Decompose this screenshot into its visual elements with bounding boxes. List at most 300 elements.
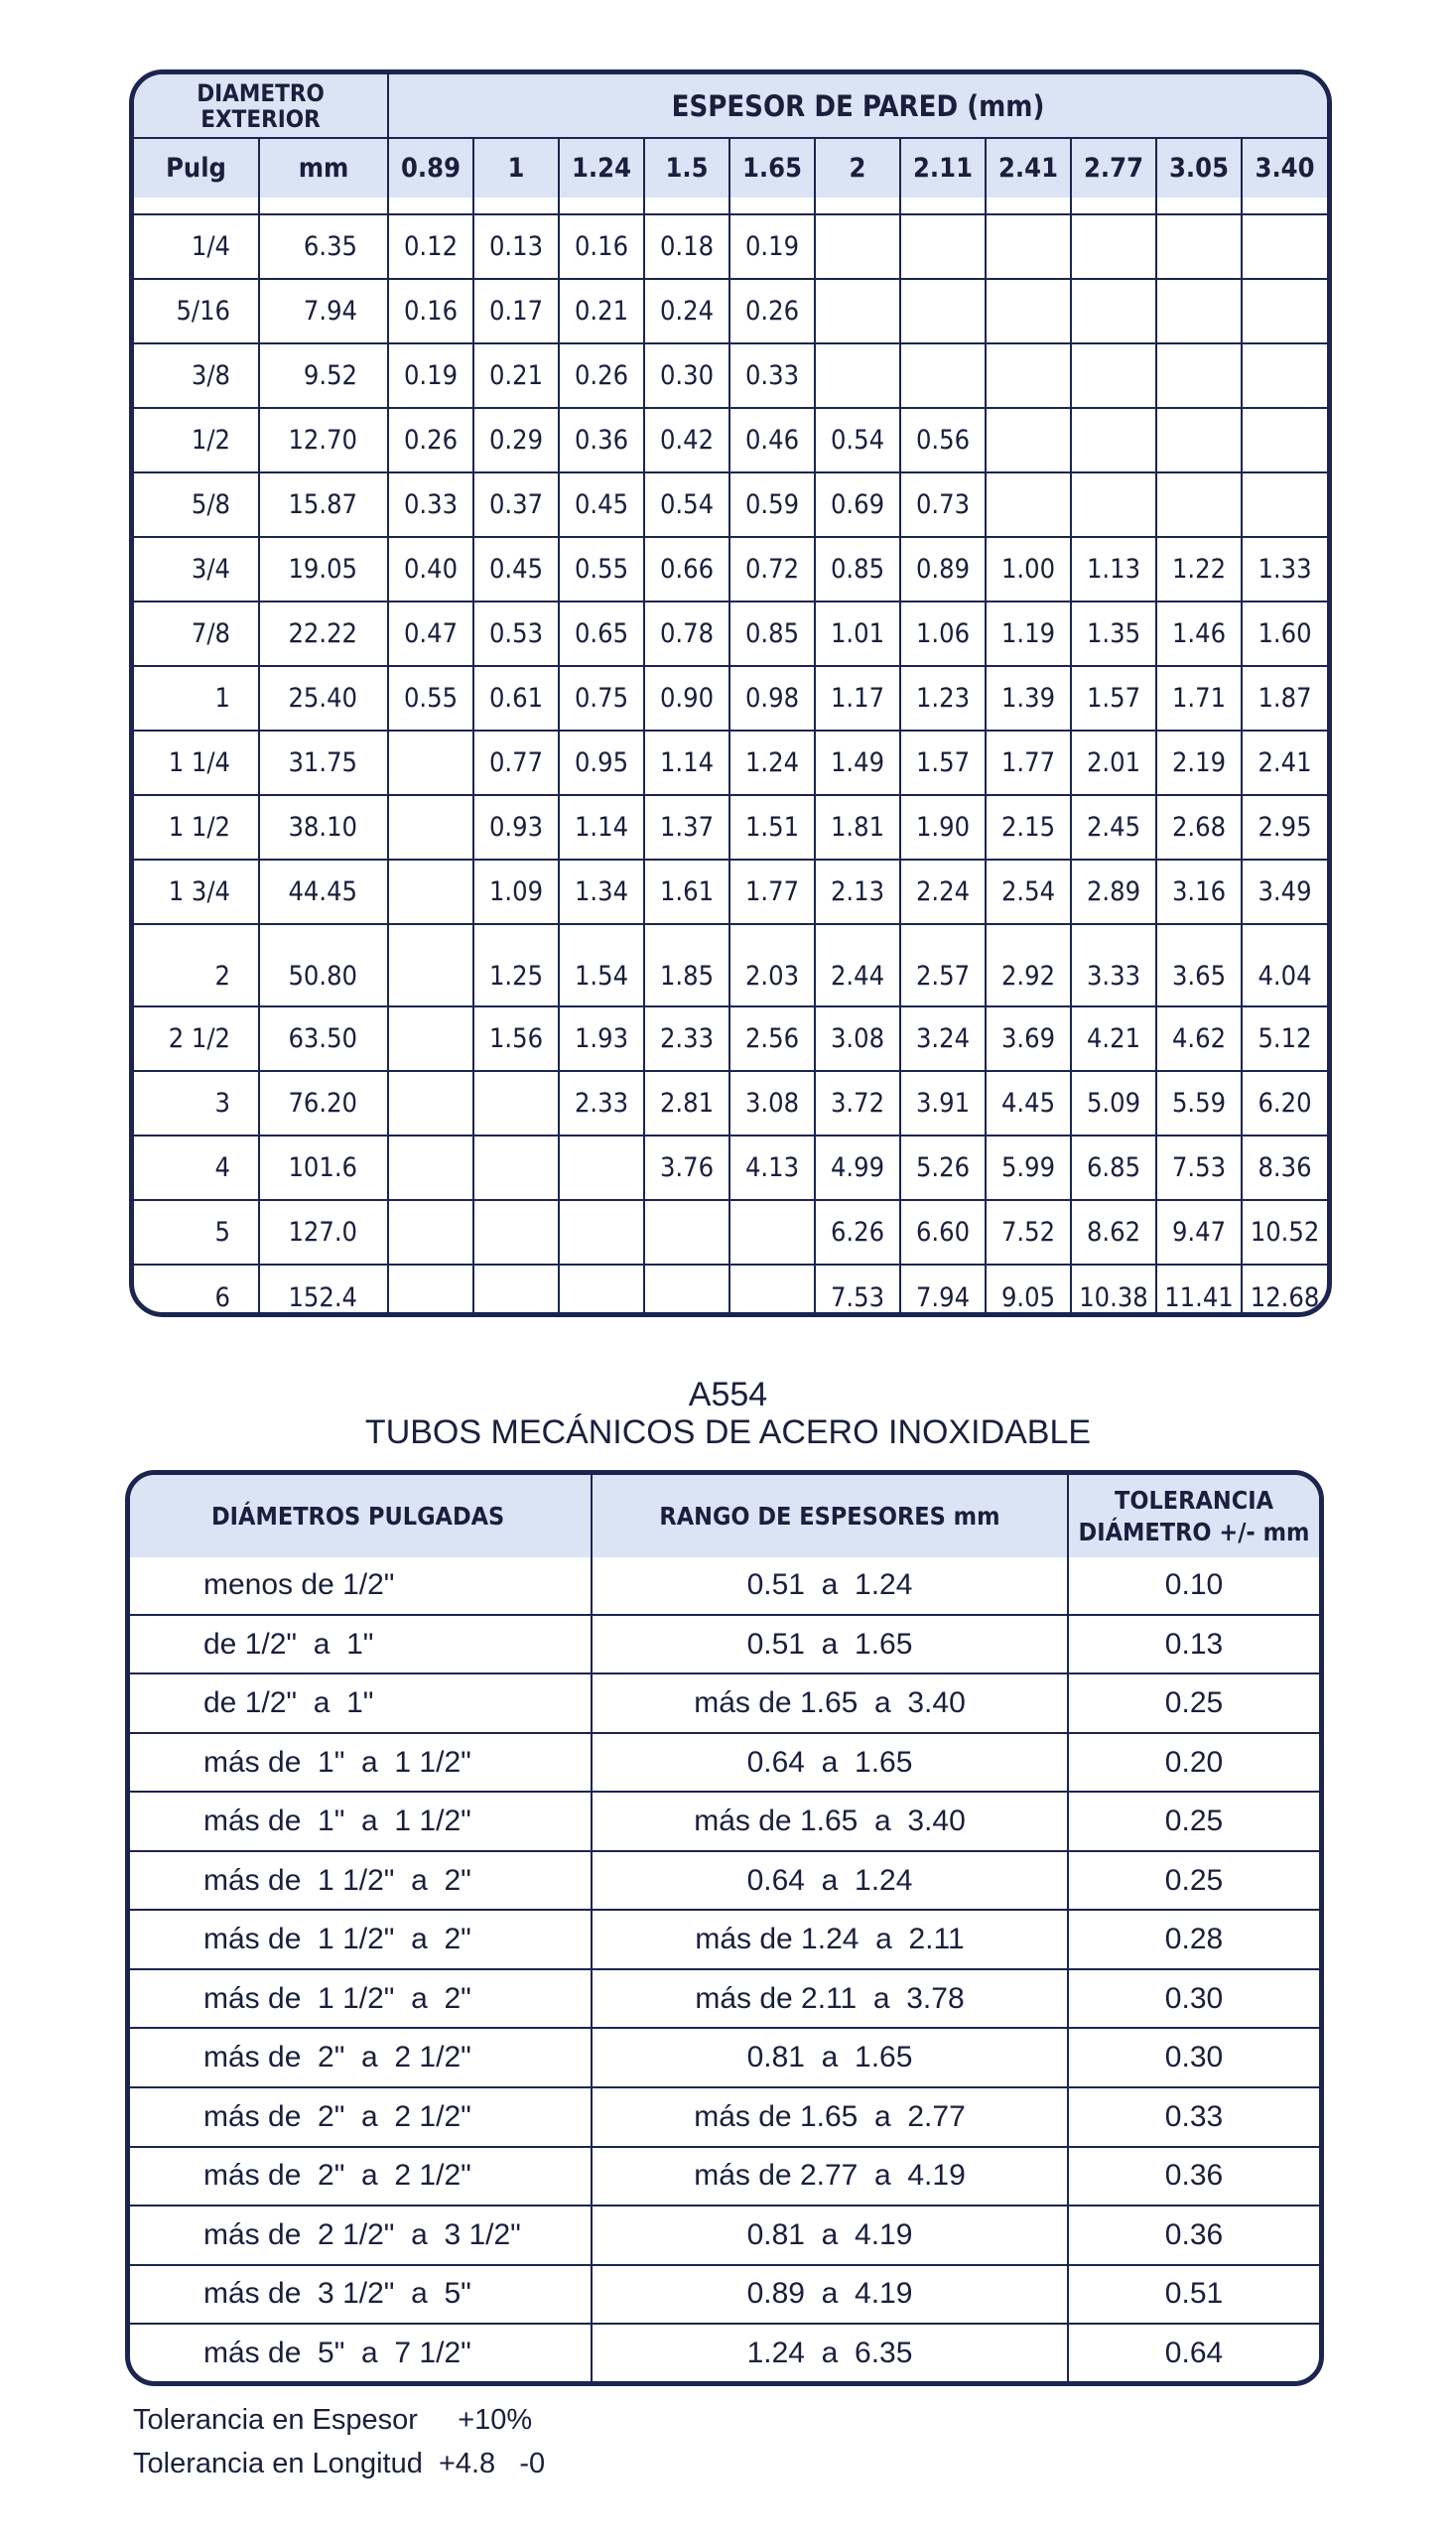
- cell-pulg: 3/4: [134, 537, 259, 602]
- cell-weight: 6.60: [900, 1200, 986, 1265]
- cell-weight: 0.21: [559, 279, 644, 343]
- cell-weight: [815, 279, 900, 343]
- cell-weight: 5.59: [1156, 1071, 1242, 1136]
- table-row: [134, 666, 1327, 731]
- cell-weight: 0.19: [388, 343, 473, 408]
- cell-rango: 1.24 a 6.35: [592, 2324, 1068, 2381]
- cell-weight: [1071, 472, 1156, 537]
- cell-weight: [559, 1265, 644, 1317]
- table-row: [130, 1851, 1319, 1911]
- cell-weight: 5.26: [900, 1136, 986, 1200]
- cell-weight: [986, 343, 1071, 408]
- table-row: [130, 1557, 1319, 1615]
- cell-weight: 1.13: [1071, 537, 1156, 602]
- cell-diametros: menos de 1/2": [130, 1557, 592, 1615]
- cell-mm: 44.45: [259, 860, 388, 924]
- cell-weight: 3.76: [644, 1136, 729, 1200]
- cell-weight: 6.26: [815, 1200, 900, 1265]
- cell-weight: 0.59: [729, 472, 815, 537]
- cell-weight: 4.21: [1071, 1006, 1156, 1071]
- cell-weight: 3.33: [1071, 924, 1156, 1006]
- cell-weight: [559, 1136, 644, 1200]
- cell-weight: 5.09: [1071, 1071, 1156, 1136]
- cell-weight: [815, 214, 900, 279]
- table-row: [134, 602, 1327, 666]
- cell-weight: 8.62: [1071, 1200, 1156, 1265]
- cell-mm: 76.20: [259, 1071, 388, 1136]
- weight-table: [134, 74, 1327, 1317]
- cell-diametros: de 1/2" a 1": [130, 1615, 592, 1674]
- cell-weight: 4.99: [815, 1136, 900, 1200]
- cell-weight: [1156, 279, 1242, 343]
- cell-weight: 0.33: [729, 343, 815, 408]
- cell-weight: 2.33: [559, 1071, 644, 1136]
- cell-weight: 2.89: [1071, 860, 1156, 924]
- cell-weight: 0.16: [388, 279, 473, 343]
- table-row: [130, 2028, 1319, 2087]
- spacer-cell: [473, 198, 559, 214]
- cell-weight: 0.26: [559, 343, 644, 408]
- cell-tolerancia: 0.25: [1068, 1851, 1319, 1911]
- cell-weight: 1.77: [986, 731, 1071, 795]
- cell-weight: [559, 1200, 644, 1265]
- cell-weight: 3.24: [900, 1006, 986, 1071]
- cell-weight: 2.44: [815, 924, 900, 1006]
- cell-weight: [1071, 214, 1156, 279]
- cell-weight: 0.30: [644, 343, 729, 408]
- cell-rango: más de 1.65 a 3.40: [592, 1673, 1068, 1733]
- cell-weight: 1.14: [559, 795, 644, 860]
- cell-mm: 38.10: [259, 795, 388, 860]
- cell-weight: [729, 1265, 815, 1317]
- cell-weight: 2.57: [900, 924, 986, 1006]
- cell-weight: [815, 343, 900, 408]
- cell-weight: 7.94: [900, 1265, 986, 1317]
- cell-weight: 1.93: [559, 1006, 644, 1071]
- cell-tolerancia: 0.25: [1068, 1673, 1319, 1733]
- spacer-cell: [1242, 198, 1327, 214]
- cell-weight: 3.91: [900, 1071, 986, 1136]
- cell-weight: 2.01: [1071, 731, 1156, 795]
- table-row: [130, 1615, 1319, 1674]
- cell-pulg: 3: [134, 1071, 259, 1136]
- col-header-thickness: 1: [473, 138, 559, 198]
- cell-weight: 0.95: [559, 731, 644, 795]
- cell-rango: más de 1.65 a 2.77: [592, 2087, 1068, 2147]
- col-header-pulg: Pulg: [134, 138, 259, 198]
- cell-weight: 11.41: [1156, 1265, 1242, 1317]
- cell-weight: [473, 1136, 559, 1200]
- cell-weight: 1.87: [1242, 666, 1327, 731]
- cell-weight: 0.55: [388, 666, 473, 731]
- cell-weight: 10.52: [1242, 1200, 1327, 1265]
- cell-weight: 1.49: [815, 731, 900, 795]
- cell-diametros: más de 1" a 1 1/2": [130, 1733, 592, 1793]
- cell-weight: 0.78: [644, 602, 729, 666]
- table-row: [130, 1969, 1319, 2029]
- cell-weight: 3.49: [1242, 860, 1327, 924]
- cell-diametros: más de 1" a 1 1/2": [130, 1792, 592, 1851]
- cell-weight: 1.81: [815, 795, 900, 860]
- table-row: [134, 1006, 1327, 1071]
- cell-diametros: de 1/2" a 1": [130, 1673, 592, 1733]
- cell-weight: 0.19: [729, 214, 815, 279]
- cell-weight: [900, 214, 986, 279]
- spacer-cell: [1071, 198, 1156, 214]
- cell-weight: 1.01: [815, 602, 900, 666]
- cell-weight: [388, 924, 473, 1006]
- cell-weight: 2.92: [986, 924, 1071, 1006]
- cell-rango: 0.51 a 1.65: [592, 1615, 1068, 1674]
- cell-weight: 1.60: [1242, 602, 1327, 666]
- cell-weight: 4.45: [986, 1071, 1071, 1136]
- tolerance-table: [130, 1475, 1319, 2381]
- section-title: TUBOS MECÁNICOS DE ACERO INOXIDABLE: [364, 1413, 1092, 1451]
- cell-weight: 1.17: [815, 666, 900, 731]
- cell-weight: [388, 795, 473, 860]
- cell-mm: 7.94: [259, 279, 388, 343]
- cell-weight: 3.08: [729, 1071, 815, 1136]
- cell-weight: 1.33: [1242, 537, 1327, 602]
- cell-weight: 0.45: [473, 537, 559, 602]
- cell-rango: más de 2.11 a 3.78: [592, 1969, 1068, 2029]
- cell-weight: 8.36: [1242, 1136, 1327, 1200]
- table-row: [130, 1673, 1319, 1733]
- cell-weight: 0.13: [473, 214, 559, 279]
- cell-weight: [388, 1200, 473, 1265]
- table-row: [130, 2147, 1319, 2207]
- table-row: [130, 1733, 1319, 1793]
- cell-weight: 2.33: [644, 1006, 729, 1071]
- table-row: [134, 924, 1327, 1006]
- table-row: [130, 2087, 1319, 2147]
- cell-weight: [1242, 279, 1327, 343]
- cell-tolerancia: 0.28: [1068, 1910, 1319, 1969]
- table-row: [130, 1910, 1319, 1969]
- cell-mm: 31.75: [259, 731, 388, 795]
- cell-weight: 2.81: [644, 1071, 729, 1136]
- cell-weight: 0.85: [815, 537, 900, 602]
- cell-weight: [1156, 408, 1242, 472]
- table-row: [134, 1071, 1327, 1136]
- spacer-cell: [729, 198, 815, 214]
- cell-pulg: 5/8: [134, 472, 259, 537]
- cell-weight: 1.34: [559, 860, 644, 924]
- cell-rango: más de 1.65 a 3.40: [592, 1792, 1068, 1851]
- cell-weight: 5.12: [1242, 1006, 1327, 1071]
- cell-mm: 19.05: [259, 537, 388, 602]
- cell-weight: 0.45: [559, 472, 644, 537]
- cell-diametros: más de 5" a 7 1/2": [130, 2324, 592, 2381]
- cell-weight: 0.77: [473, 731, 559, 795]
- cell-weight: 0.75: [559, 666, 644, 731]
- cell-weight: 0.98: [729, 666, 815, 731]
- table-row: [134, 795, 1327, 860]
- cell-weight: 0.40: [388, 537, 473, 602]
- cell-weight: 0.36: [559, 408, 644, 472]
- table-row: [130, 2324, 1319, 2381]
- cell-weight: 1.00: [986, 537, 1071, 602]
- cell-rango: 0.64 a 1.24: [592, 1851, 1068, 1911]
- cell-tolerancia: 0.36: [1068, 2206, 1319, 2265]
- cell-weight: 1.46: [1156, 602, 1242, 666]
- cell-weight: 1.54: [559, 924, 644, 1006]
- col-header-thickness: 1.65: [729, 138, 815, 198]
- note-tolerancia-longitud: Tolerancia en Longitud +4.8 -0: [133, 2448, 546, 2479]
- cell-weight: [388, 1071, 473, 1136]
- cell-tolerancia: 0.30: [1068, 1969, 1319, 2029]
- spacer-cell: [559, 198, 644, 214]
- cell-tolerancia: 0.13: [1068, 1615, 1319, 1674]
- spacer-cell: [134, 198, 259, 214]
- cell-weight: 1.23: [900, 666, 986, 731]
- cell-weight: [1242, 343, 1327, 408]
- weight-table-frame: [129, 69, 1332, 1317]
- col-header-thickness: 2.41: [986, 138, 1071, 198]
- cell-pulg: 6: [134, 1265, 259, 1317]
- cell-weight: 0.17: [473, 279, 559, 343]
- cell-weight: 6.20: [1242, 1071, 1327, 1136]
- section-title-code: A554: [688, 1376, 768, 1413]
- cell-weight: 0.18: [644, 214, 729, 279]
- cell-weight: 4.62: [1156, 1006, 1242, 1071]
- cell-weight: [473, 1071, 559, 1136]
- cell-mm: 15.87: [259, 472, 388, 537]
- cell-weight: 9.05: [986, 1265, 1071, 1317]
- cell-mm: 63.50: [259, 1006, 388, 1071]
- cell-weight: [1242, 472, 1327, 537]
- cell-weight: [986, 472, 1071, 537]
- cell-weight: 1.37: [644, 795, 729, 860]
- col-header-diametros: DIÁMETROS PULGADAS: [130, 1475, 592, 1557]
- cell-tolerancia: 0.33: [1068, 2087, 1319, 2147]
- spacer-cell: [986, 198, 1071, 214]
- spacer-cell: [644, 198, 729, 214]
- cell-rango: 0.89 a 4.19: [592, 2265, 1068, 2325]
- spacer-cell: [388, 198, 473, 214]
- table-row: [130, 1792, 1319, 1851]
- cell-mm: 50.80: [259, 924, 388, 1006]
- col-header-thickness: 3.40: [1242, 138, 1327, 198]
- cell-weight: 0.42: [644, 408, 729, 472]
- cell-pulg: 4: [134, 1136, 259, 1200]
- header-diametro-exterior: [134, 74, 388, 138]
- cell-weight: 2.15: [986, 795, 1071, 860]
- cell-pulg: 5/16: [134, 279, 259, 343]
- cell-weight: [388, 1006, 473, 1071]
- cell-weight: [388, 1136, 473, 1200]
- col-header-tolerancia-line1: TOLERANCIA: [1115, 1485, 1273, 1515]
- cell-weight: [1071, 343, 1156, 408]
- cell-diametros: más de 1 1/2" a 2": [130, 1969, 592, 2029]
- cell-tolerancia: 0.20: [1068, 1733, 1319, 1793]
- cell-pulg: 1 3/4: [134, 860, 259, 924]
- table-row: [130, 2265, 1319, 2325]
- cell-weight: 0.26: [388, 408, 473, 472]
- cell-weight: [388, 1265, 473, 1317]
- cell-weight: 2.95: [1242, 795, 1327, 860]
- cell-weight: [986, 214, 1071, 279]
- cell-tolerancia: 0.51: [1068, 2265, 1319, 2325]
- cell-weight: 0.69: [815, 472, 900, 537]
- table-row: [134, 731, 1327, 795]
- table-row: [134, 408, 1327, 472]
- cell-tolerancia: 0.30: [1068, 2028, 1319, 2087]
- cell-weight: 0.89: [900, 537, 986, 602]
- cell-weight: 0.66: [644, 537, 729, 602]
- cell-rango: 0.64 a 1.65: [592, 1733, 1068, 1793]
- cell-pulg: 1: [134, 666, 259, 731]
- table-row: [134, 1136, 1327, 1200]
- spacer-cell: [815, 198, 900, 214]
- cell-weight: 0.55: [559, 537, 644, 602]
- cell-pulg: 2 1/2: [134, 1006, 259, 1071]
- col-header-thickness: 2: [815, 138, 900, 198]
- table-row: [134, 343, 1327, 408]
- table-row: [134, 472, 1327, 537]
- cell-weight: 7.53: [815, 1265, 900, 1317]
- cell-pulg: 2: [134, 924, 259, 1006]
- cell-weight: 5.99: [986, 1136, 1071, 1200]
- spacer-cell: [900, 198, 986, 214]
- cell-weight: [900, 343, 986, 408]
- cell-rango: 0.81 a 4.19: [592, 2206, 1068, 2265]
- cell-weight: 2.13: [815, 860, 900, 924]
- cell-weight: 1.51: [729, 795, 815, 860]
- cell-weight: 0.33: [388, 472, 473, 537]
- table-row: [130, 2206, 1319, 2265]
- col-header-thickness: 0.89: [388, 138, 473, 198]
- cell-diametros: más de 1 1/2" a 2": [130, 1910, 592, 1969]
- cell-weight: [1242, 408, 1327, 472]
- cell-tolerancia: 0.64: [1068, 2324, 1319, 2381]
- cell-pulg: 1 1/2: [134, 795, 259, 860]
- cell-weight: 0.56: [900, 408, 986, 472]
- table-row: [134, 214, 1327, 279]
- cell-weight: 2.68: [1156, 795, 1242, 860]
- cell-mm: 25.40: [259, 666, 388, 731]
- cell-weight: [986, 408, 1071, 472]
- cell-weight: 1.71: [1156, 666, 1242, 731]
- tolerance-table-frame: [125, 1470, 1324, 2386]
- cell-weight: [1071, 408, 1156, 472]
- cell-weight: 0.54: [644, 472, 729, 537]
- cell-mm: 22.22: [259, 602, 388, 666]
- cell-rango: más de 2.77 a 4.19: [592, 2147, 1068, 2207]
- cell-tolerancia: 0.36: [1068, 2147, 1319, 2207]
- cell-diametros: más de 2 1/2" a 3 1/2": [130, 2206, 592, 2265]
- cell-weight: [388, 860, 473, 924]
- cell-weight: 6.85: [1071, 1136, 1156, 1200]
- cell-weight: 2.24: [900, 860, 986, 924]
- cell-weight: 2.41: [1242, 731, 1327, 795]
- cell-weight: 1.09: [473, 860, 559, 924]
- col-header-tolerancia-line2: DIÁMETRO +/- mm: [1078, 1517, 1310, 1546]
- cell-pulg: 1/4: [134, 214, 259, 279]
- cell-mm: 101.6: [259, 1136, 388, 1200]
- col-header-thickness: 1.5: [644, 138, 729, 198]
- cell-weight: 3.08: [815, 1006, 900, 1071]
- cell-weight: [644, 1200, 729, 1265]
- cell-weight: 1.77: [729, 860, 815, 924]
- cell-weight: 1.57: [1071, 666, 1156, 731]
- cell-pulg: 7/8: [134, 602, 259, 666]
- table-row: [134, 860, 1327, 924]
- cell-weight: [986, 279, 1071, 343]
- cell-weight: [388, 731, 473, 795]
- cell-weight: 0.29: [473, 408, 559, 472]
- table-spacer-row: [134, 198, 1327, 214]
- cell-weight: 0.90: [644, 666, 729, 731]
- cell-weight: 0.61: [473, 666, 559, 731]
- header-diam-line1: DIAMETRO: [197, 78, 325, 107]
- cell-weight: 0.93: [473, 795, 559, 860]
- cell-weight: 1.14: [644, 731, 729, 795]
- spacer-cell: [259, 198, 388, 214]
- cell-diametros: más de 2" a 2 1/2": [130, 2028, 592, 2087]
- cell-pulg: 5: [134, 1200, 259, 1265]
- cell-weight: [1071, 279, 1156, 343]
- cell-mm: 12.70: [259, 408, 388, 472]
- cell-diametros: más de 2" a 2 1/2": [130, 2147, 592, 2207]
- cell-rango: 0.51 a 1.24: [592, 1557, 1068, 1615]
- table-row: [134, 1200, 1327, 1265]
- cell-weight: [473, 1265, 559, 1317]
- col-header-thickness: 2.77: [1071, 138, 1156, 198]
- cell-weight: 7.52: [986, 1200, 1071, 1265]
- cell-weight: 1.39: [986, 666, 1071, 731]
- cell-weight: 9.47: [1156, 1200, 1242, 1265]
- cell-mm: 6.35: [259, 214, 388, 279]
- col-header-thickness: 3.05: [1156, 138, 1242, 198]
- col-header-rango: RANGO DE ESPESORES mm: [592, 1475, 1068, 1557]
- header-diam-line2: EXTERIOR: [200, 104, 321, 133]
- cell-diametros: más de 2" a 2 1/2": [130, 2087, 592, 2147]
- cell-rango: 0.81 a 1.65: [592, 2028, 1068, 2087]
- cell-weight: 0.46: [729, 408, 815, 472]
- cell-pulg: 1 1/4: [134, 731, 259, 795]
- cell-weight: 1.90: [900, 795, 986, 860]
- header-espesor: ESPESOR DE PARED (mm): [388, 74, 1327, 138]
- cell-weight: 4.13: [729, 1136, 815, 1200]
- cell-weight: 1.25: [473, 924, 559, 1006]
- cell-weight: 0.26: [729, 279, 815, 343]
- cell-weight: 1.06: [900, 602, 986, 666]
- cell-weight: [729, 1200, 815, 1265]
- cell-weight: [1156, 343, 1242, 408]
- cell-weight: 0.37: [473, 472, 559, 537]
- cell-weight: 0.53: [473, 602, 559, 666]
- cell-weight: 0.24: [644, 279, 729, 343]
- cell-weight: [1156, 214, 1242, 279]
- note-tolerancia-espesor: Tolerancia en Espesor +10%: [133, 2404, 533, 2436]
- cell-weight: 3.72: [815, 1071, 900, 1136]
- cell-weight: 1.19: [986, 602, 1071, 666]
- col-header-tolerancia: [1068, 1475, 1319, 1557]
- cell-weight: 1.61: [644, 860, 729, 924]
- cell-weight: 1.85: [644, 924, 729, 1006]
- cell-pulg: 1/2: [134, 408, 259, 472]
- cell-weight: 0.72: [729, 537, 815, 602]
- cell-weight: 0.54: [815, 408, 900, 472]
- cell-mm: 127.0: [259, 1200, 388, 1265]
- col-header-thickness: 2.11: [900, 138, 986, 198]
- cell-weight: 1.24: [729, 731, 815, 795]
- cell-weight: 2.03: [729, 924, 815, 1006]
- cell-weight: 7.53: [1156, 1136, 1242, 1200]
- cell-diametros: más de 1 1/2" a 2": [130, 1851, 592, 1911]
- cell-weight: [644, 1265, 729, 1317]
